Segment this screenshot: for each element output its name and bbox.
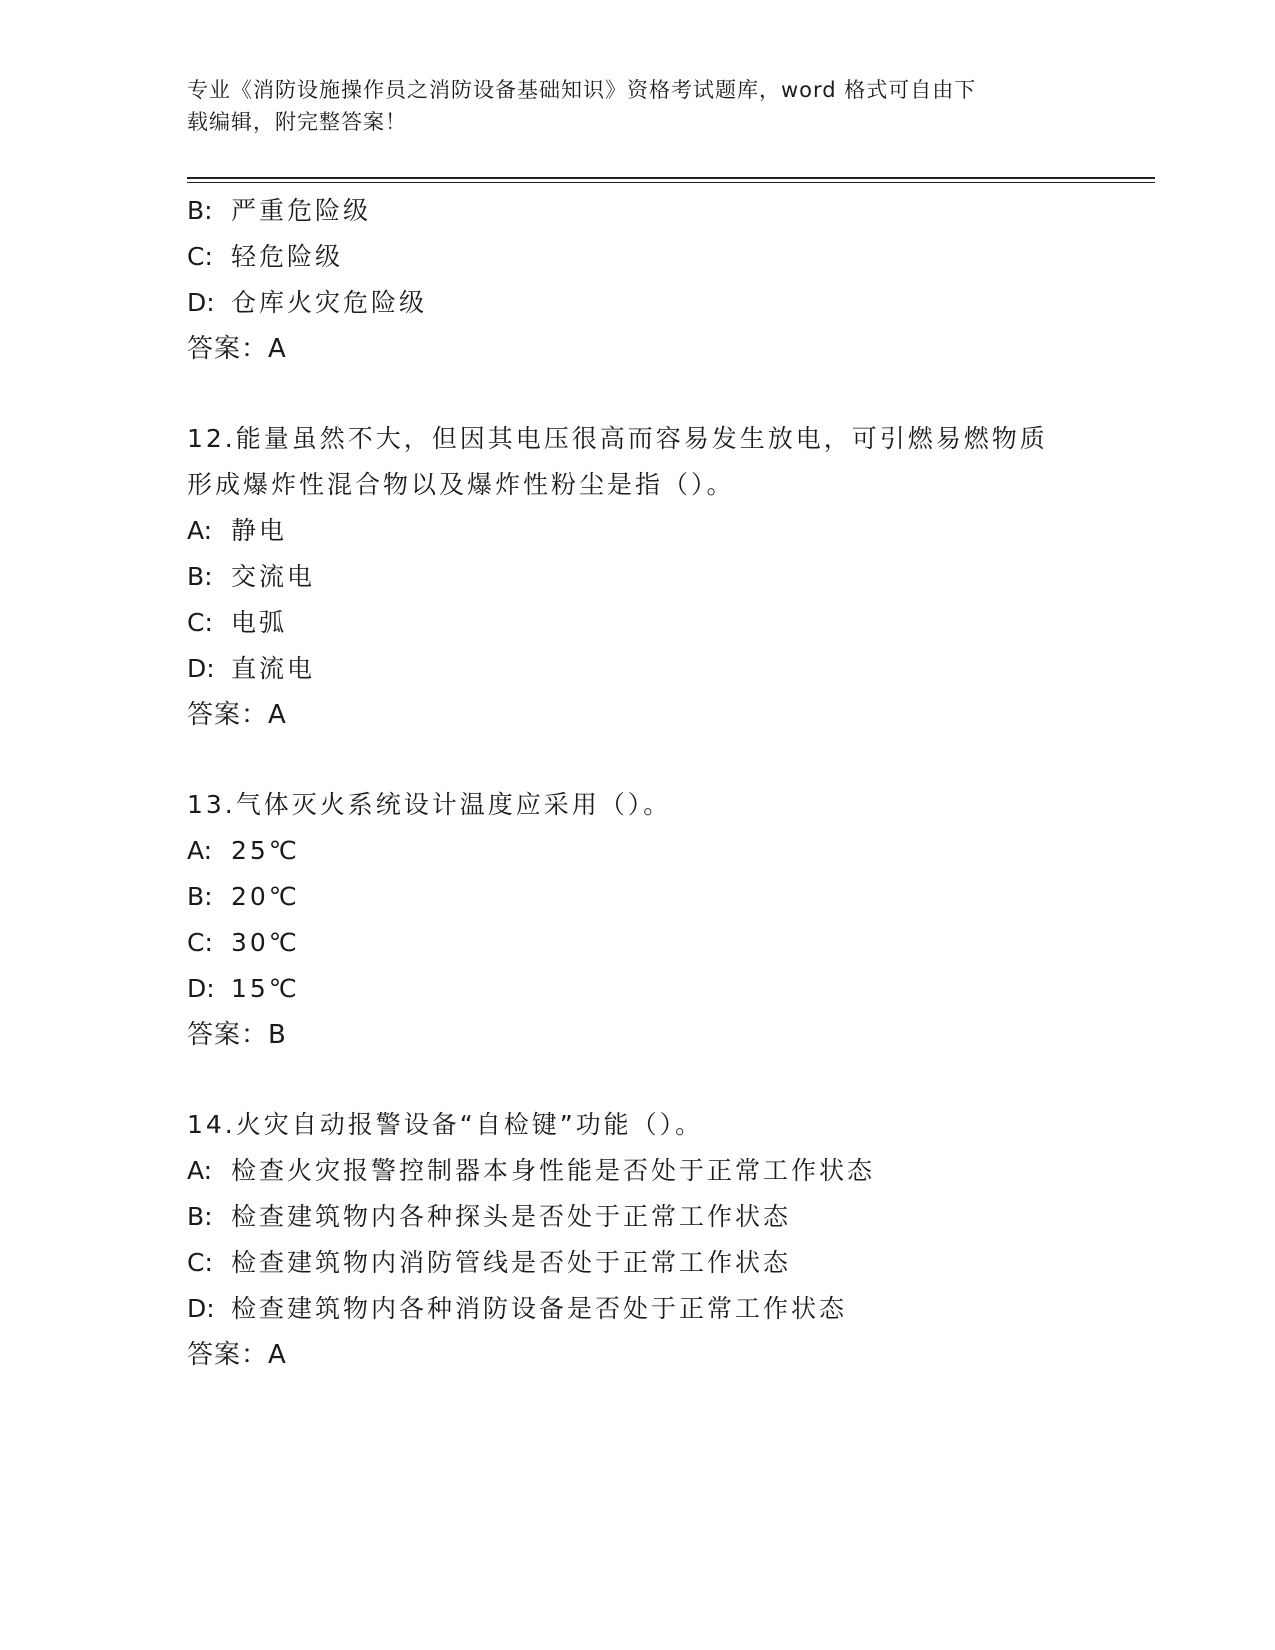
question-13 [187,782,1147,1058]
option-text: 仓库火灾危险级 [231,288,428,317]
option-label: D: [187,974,215,1003]
option-label: D: [187,654,215,683]
option-c [187,920,1147,966]
document-header [187,74,1087,138]
option-b [187,554,1147,600]
option-text: 检查火灾报警控制器本身性能是否处于正常工作状态 [231,1156,876,1185]
option-text: 直流电 [231,654,316,683]
answer-line: 答案：A [187,334,287,364]
question-stem: 13.气体灭火系统设计温度应采用（）。 [187,790,672,819]
option-a [187,508,1147,554]
question-content [187,188,1147,1378]
question-14 [187,1102,1147,1378]
header-line-2: 载编辑，附完整答案！ [187,110,407,134]
spacer [187,372,1147,416]
spacer [187,1058,1147,1102]
option-label: C: [187,1248,213,1277]
option-text: 电弧 [231,608,288,637]
option-a [187,828,1147,874]
option-label: B: [187,196,213,225]
option-c [187,600,1147,646]
header-divider-thick [187,177,1155,179]
option-label: B: [187,882,213,911]
question-stem-continued: 形成爆炸性混合物以及爆炸性粉尘是指（）。 [187,470,735,499]
option-text: 检查建筑物内各种探头是否处于正常工作状态 [231,1202,792,1231]
answer-line: 答案：A [187,700,287,730]
option-text: 静电 [231,516,288,545]
question-12 [187,416,1147,738]
option-label: C: [187,608,213,637]
option-text: 严重危险级 [231,196,372,225]
option-text: 30℃ [231,928,300,957]
answer-line: 答案：A [187,1340,287,1370]
header-line-1: 专业《消防设施操作员之消防设备基础知识》资格考试题库，word 格式可自由下 [187,78,977,102]
option-c [187,1240,1147,1286]
header-divider-thin [187,182,1155,183]
option-label: C: [187,928,213,957]
option-text: 15℃ [231,974,300,1003]
option-label: D: [187,1294,215,1323]
question-stem: 12.能量虽然不大，但因其电压很高而容易发生放电，可引燃易燃物质 [187,424,1048,453]
question-11 [187,188,1147,372]
option-d [187,966,1147,1012]
option-text: 轻危险级 [231,242,344,271]
option-text: 20℃ [231,882,300,911]
option-label: A: [187,836,213,865]
spacer [187,738,1147,782]
option-d [187,646,1147,692]
option-d [187,1286,1147,1332]
option-c [187,234,1147,280]
option-a [187,1148,1147,1194]
answer-line: 答案：B [187,1020,287,1050]
option-text: 25℃ [231,836,300,865]
option-label: B: [187,562,213,591]
option-label: C: [187,242,213,271]
question-stem: 14.火灾自动报警设备“自检键”功能（）。 [187,1110,704,1139]
option-label: A: [187,516,213,545]
option-text: 检查建筑物内各种消防设备是否处于正常工作状态 [231,1294,848,1323]
option-label: D: [187,288,215,317]
option-label: A: [187,1156,213,1185]
option-d [187,280,1147,326]
option-text: 检查建筑物内消防管线是否处于正常工作状态 [231,1248,792,1277]
option-label: B: [187,1202,213,1231]
option-b [187,874,1147,920]
option-b [187,188,1147,234]
option-text: 交流电 [231,562,316,591]
option-b [187,1194,1147,1240]
